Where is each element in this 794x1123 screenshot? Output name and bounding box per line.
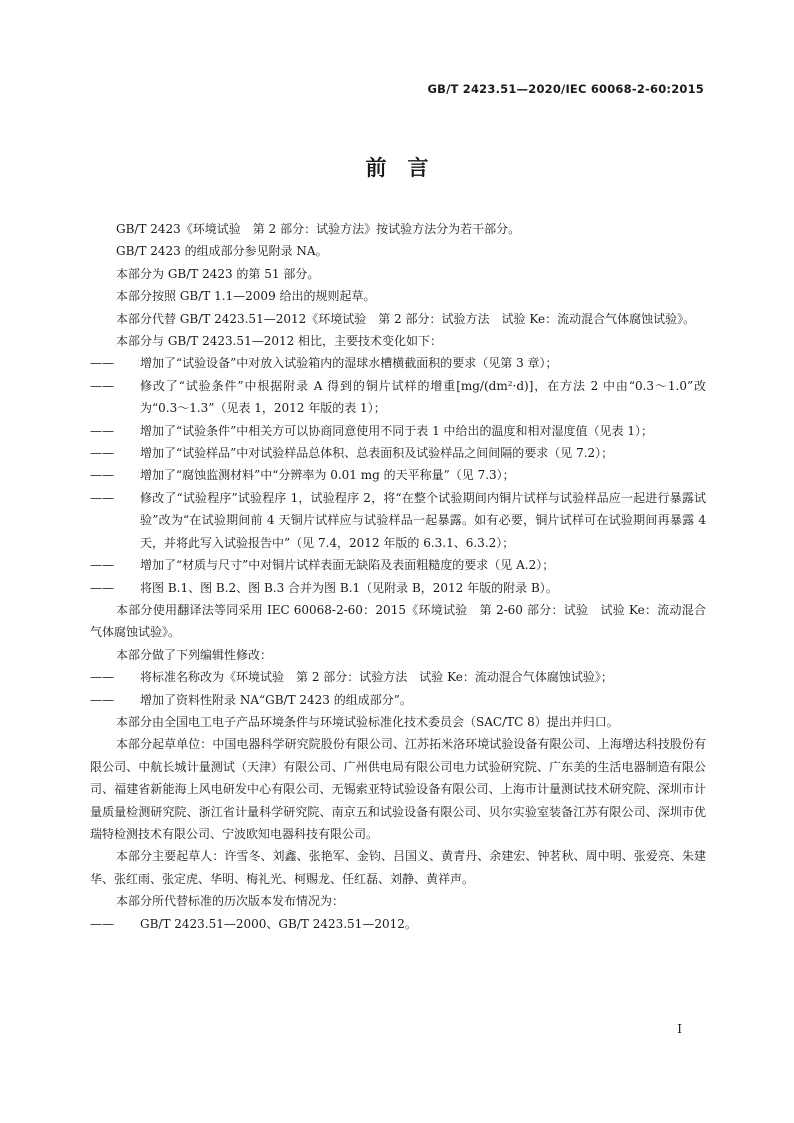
list-item: [90, 375, 706, 420]
list-item-text: 增加了“材质与尺寸”中对铜片试样表面无缺陷及表面粗糙度的要求（见 A.2）；: [140, 558, 555, 573]
dash-marker: ——: [90, 468, 114, 483]
list-item: [90, 352, 706, 374]
document-body: [90, 218, 706, 935]
page-number: I: [677, 1022, 682, 1036]
paragraph: 本部分主要起草人：许雪冬、刘鑫、张艳军、金钧、吕国义、黄青丹、余建宏、钟茗秋、周中明、张爱亮、朱建华、张红雨、张定虎、华明、梅礼光、柯赐龙、任红磊、刘静、黄祥声。: [90, 849, 706, 886]
list-item-text: 将图 B.1、图 B.2、图 B.3 合并为图 B.1（见附录 B，2012 年版的附录 B）。: [140, 580, 558, 595]
list-item-text: GB/T 2423.51—2000、GB/T 2423.51—2012。: [140, 916, 417, 931]
list-item: [90, 442, 706, 464]
list-item: [90, 689, 706, 711]
list-item-text: 增加了“试验条件”中相关方可以协商同意使用不同于表 1 中给出的温度和相对湿度值（见表 1）；: [140, 423, 653, 438]
paragraph: 本部分起草单位：中国电器科学研究院股份有限公司、江苏拓米洛环境试验设备有限公司、上海增达科技股份有限公司、中航长城计量测试（天津）有限公司、广州供电局有限公司电力试验研究院、广东美的生活电器制造有限公司、福建省新能海上风电研发中心有限公司、无锡索亚特试验设备有限公司、上海市计量测试技术研究院、深圳市计量质量检测研究院、浙江省计量科学研究院、南京五和试验设备有限公司、贝尔实验室装备江苏有限公司、深圳市优瑞特检测技术有限公司、宁波欧知电器科技有限公司。: [90, 737, 706, 841]
list-item-text: 增加了“腐蚀监测材料”中“分辨率为 0.01 mg 的天平称量”（见 7.3）；: [140, 468, 515, 483]
list-item: [90, 577, 706, 599]
paragraph: 本部分做了下列编辑性修改：: [116, 647, 273, 662]
dash-marker: ——: [90, 558, 114, 573]
paragraph: GB/T 2423《环境试验 第 2 部分：试验方法》按试验方法分为若干部分。: [116, 222, 521, 236]
paragraph: 本部分所代替标准的历次版本发布情况为：: [116, 894, 345, 909]
dash-marker: ——: [90, 670, 114, 685]
paragraph: 本部分代替 GB/T 2423.51—2012《环境试验 第 2 部分：试验方法 试验 Ke：流动混合气体腐蚀试验》。: [116, 311, 696, 326]
paragraph: 本部分使用翻译法等同采用 IEC 60068-2-60：2015《环境试验 第 2-60 部分：试验 试验 Ke：流动混合气体腐蚀试验》。: [90, 602, 706, 640]
paragraph: 本部分由全国电工电子产品环境条件与环境试验标准化技术委员会（SAC/TC 8）提出并归口。: [116, 714, 619, 729]
list-item-text: 增加了资料性附录 NA“GB/T 2423 的组成部分”。: [140, 692, 412, 707]
list-item: [90, 913, 706, 935]
list-item-text: 增加了“试验设备”中对放入试验箱内的湿球水槽横截面积的要求（见第 3 章）；: [140, 356, 558, 371]
paragraph: 本部分与 GB/T 2423.51—2012 相比，主要技术变化如下：: [116, 334, 443, 349]
paragraph: 本部分按照 GB/T 1.1—2009 给出的规则起草。: [116, 289, 376, 304]
list-item-text: 将标准名称改为《环境试验 第 2 部分：试验方法 试验 Ke：流动混合气体腐蚀试验》；: [140, 670, 613, 685]
list-item-text: 修改了“试验程序”试验程序 1，试验程序 2，将“在整个试验期间内铜片试样与试验样品应一起进行暴露试验”改为“在试验期间前 4 天铜片试样应与试验样品一起暴露。如有必要，铜片试样可在试验期间再暴露 4 天，并将此写入试验报告中”（见 7.4，2012 年版的 6.3.1、6.3.2）；: [140, 490, 706, 550]
list-item: [90, 464, 706, 486]
dash-marker: ——: [90, 580, 114, 595]
dash-marker: ——: [90, 490, 114, 505]
dash-marker: ——: [90, 423, 114, 438]
dash-marker: ——: [90, 916, 114, 931]
page-title: 前 言: [365, 156, 429, 180]
standard-number-header: GB/T 2423.51—2020/IEC 60068-2-60:2015: [427, 82, 704, 96]
dash-marker: ——: [90, 446, 114, 461]
list-item: [90, 666, 706, 688]
paragraph: 本部分为 GB/T 2423 的第 51 部分。: [116, 266, 320, 281]
list-item: [90, 487, 706, 554]
paragraph: GB/T 2423 的组成部分参见附录 NA。: [116, 244, 328, 259]
dash-marker: ——: [90, 378, 114, 393]
list-item: [90, 554, 706, 576]
list-item-text: 增加了“试验样品”中对试验样品总体积、总表面积及试验样品之间间隔的要求（见 7.2）；: [140, 446, 614, 461]
dash-marker: ——: [90, 356, 114, 371]
list-item: [90, 420, 706, 442]
list-item-text: 修改了“试验条件”中根据附录 A 得到的铜片试样的增重[mg/(dm²·d)]，在方法 2 中由“0.3～1.0”改为“0.3～1.3”（见表 1，2012 年版的表 1）；: [140, 378, 706, 416]
dash-marker: ——: [90, 692, 114, 707]
